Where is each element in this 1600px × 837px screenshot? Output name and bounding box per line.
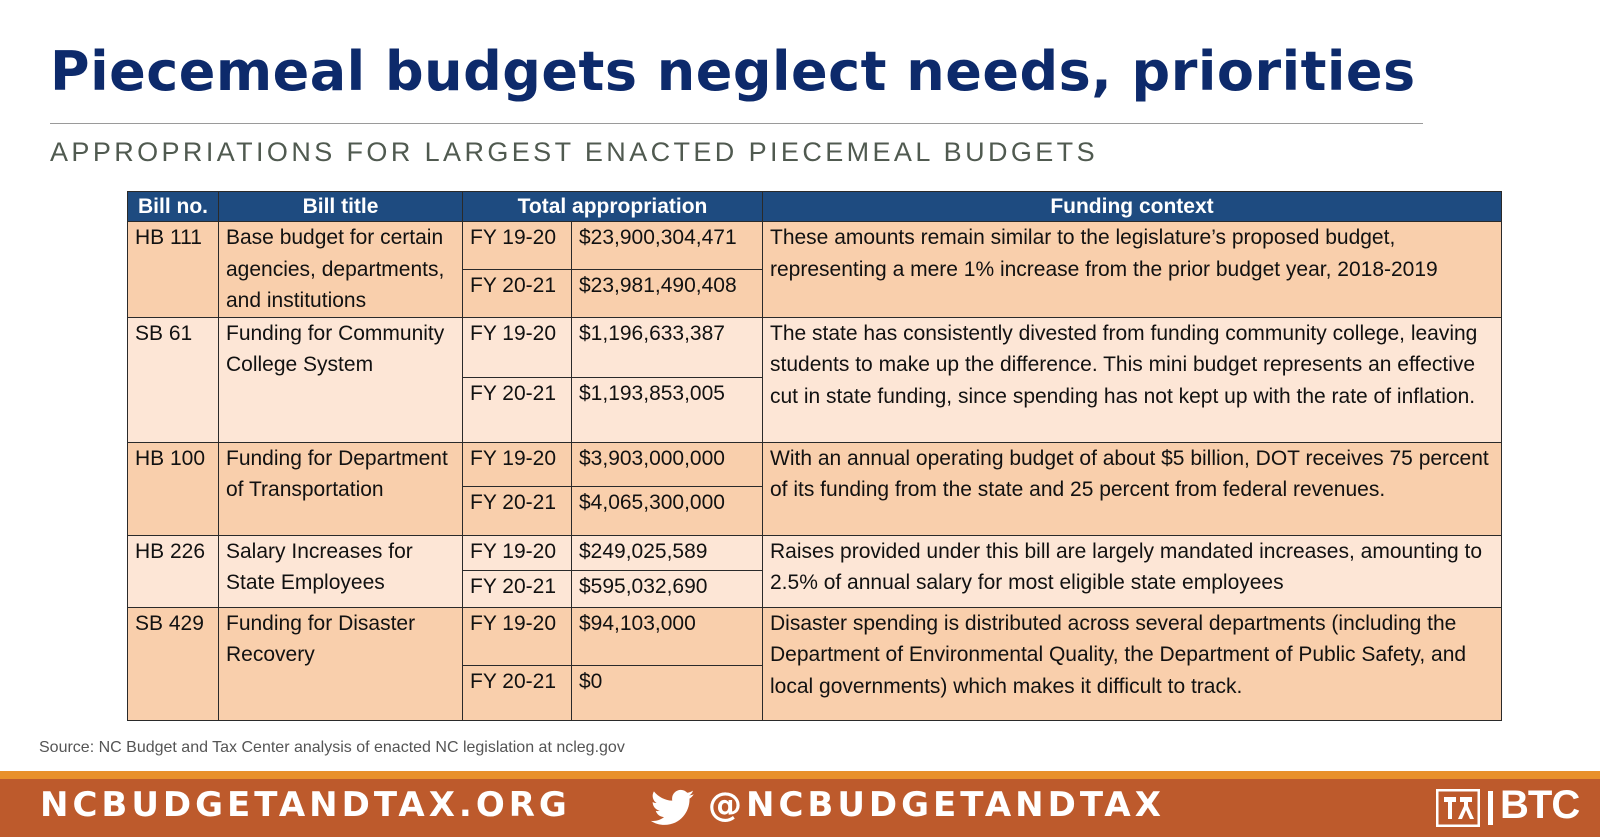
funding-context: With an annual operating budget of about $5 billion, DOT receives 75 percent of its funding from the state and 25 percent from federal revenues. [763,442,1502,535]
website-link[interactable]: NCBUDGETANDTAX.ORG [40,785,571,825]
bill-title: Funding for Disaster Recovery [219,607,463,720]
fiscal-year: FY 20-21 [463,570,572,607]
bill-number: SB 61 [128,317,219,442]
appropriation-amount: $0 [572,665,763,720]
btc-logo-text: BTC [1500,783,1580,827]
footer-accent-line [0,771,1600,779]
appropriation-amount: $23,981,490,408 [572,270,763,317]
fiscal-year: FY 20-21 [463,270,572,317]
funding-context: Disaster spending is distributed across several departments (including the Department of Environmental Quality, the Department of Public Safety, and local governments) which makes it difficult to track. [763,607,1502,720]
funding-context: The state has consistently divested from funding community college, leaving students to make up the difference. This mini budget represents an effective cut in state funding, since spending has not kept up with the rate of inflation. [763,317,1502,442]
appropriation-amount: $4,065,300,000 [572,486,763,535]
bill-title: Funding for Community College System [219,317,463,442]
table-header-row [128,192,1502,222]
bill-number: HB 226 [128,535,219,607]
fiscal-year: FY 20-21 [463,665,572,720]
fiscal-year: FY 20-21 [463,377,572,442]
fiscal-year: FY 19-20 [463,442,572,486]
twitter-bird-icon [651,789,695,827]
funding-context: These amounts remain similar to the legislature’s proposed budget, representing a mere 1% increase from the prior budget year, 2018-2019 [763,222,1502,318]
appropriations-table [127,191,1502,721]
fiscal-year: FY 19-20 [463,317,572,377]
appropriation-amount: $249,025,589 [572,535,763,570]
twitter-handle-link[interactable]: @NCBUDGETANDTAX [708,785,1165,825]
bill-number: SB 429 [128,607,219,720]
appropriation-amount: $595,032,690 [572,570,763,607]
table-row [128,317,1502,377]
fiscal-year: FY 19-20 [463,222,572,270]
column-header-bill-no: Bill no. [128,192,219,222]
funding-context: Raises provided under this bill are largely mandated increases, amounting to 2.5% of annual salary for most eligible state employees [763,535,1502,607]
appropriation-amount: $94,103,000 [572,607,763,665]
table-row [128,535,1502,570]
logo-separator [1488,791,1493,825]
page-subtitle: APPROPRIATIONS FOR LARGEST ENACTED PIECEMEAL BUDGETS [50,137,1098,167]
bill-title: Base budget for certain agencies, departments, and institutions [219,222,463,318]
fiscal-year: FY 19-20 [463,607,572,665]
table-row [128,222,1502,270]
source-note: Source: NC Budget and Tax Center analysis of enacted NC legislation at ncleg.gov [39,739,625,756]
bill-number: HB 100 [128,442,219,535]
fiscal-year: FY 19-20 [463,535,572,570]
title-divider [50,123,1423,124]
column-header-total-appropriation: Total appropriation [463,192,763,222]
appropriation-amount: $1,196,633,387 [572,317,763,377]
fiscal-year: FY 20-21 [463,486,572,535]
table-row [128,607,1502,665]
bill-title: Salary Increases for State Employees [219,535,463,607]
btc-logo-icon [1436,789,1480,827]
appropriation-amount: $1,193,853,005 [572,377,763,442]
appropriation-amount: $3,903,000,000 [572,442,763,486]
table-row [128,442,1502,486]
footer-bar [0,779,1600,837]
bill-title: Funding for Department of Transportation [219,442,463,535]
appropriation-amount: $23,900,304,471 [572,222,763,270]
column-header-funding-context: Funding context [763,192,1502,222]
column-header-bill-title: Bill title [219,192,463,222]
bill-number: HB 111 [128,222,219,318]
page-title: Piecemeal budgets neglect needs, priorities [50,40,1416,103]
